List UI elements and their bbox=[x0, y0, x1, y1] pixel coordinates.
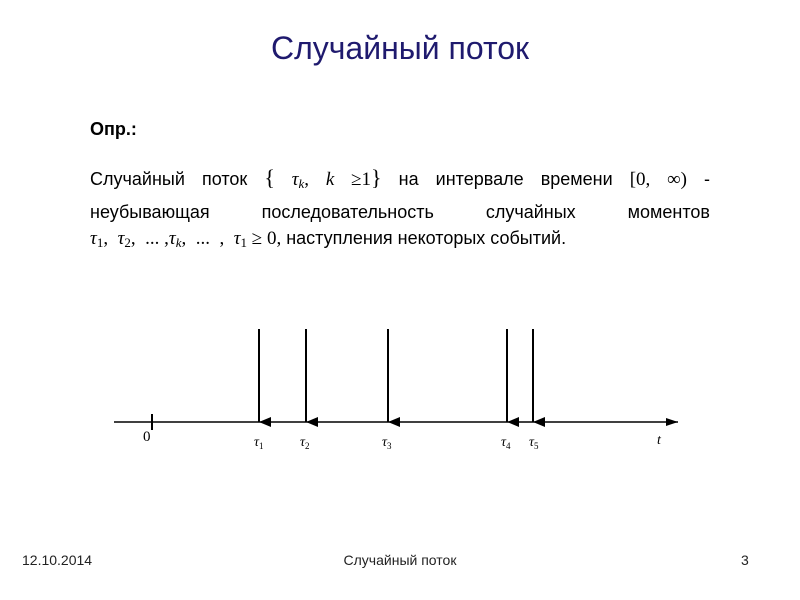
event-label-2: $\tau_2$ bbox=[300, 435, 310, 451]
moments-formula: $\tau_1$, $\tau_2$, ... $,\tau_k$, ... , $\tau_1 \ge 0$, bbox=[90, 228, 282, 250]
axis-end-label: t bbox=[657, 433, 661, 448]
word: времени bbox=[540, 169, 613, 189]
dash: - bbox=[704, 169, 711, 189]
word: на bbox=[398, 169, 419, 189]
page-number: 3 bbox=[741, 552, 749, 568]
word: случайных bbox=[485, 202, 576, 222]
definition-label: Опр.: bbox=[90, 119, 137, 139]
word: последовательность bbox=[261, 202, 434, 222]
word: неубывающая bbox=[90, 202, 210, 222]
footer-date: 12.10.2014 bbox=[22, 552, 93, 568]
event-label-4: $\tau_4$ bbox=[501, 435, 511, 451]
event-label-3: $\tau_3$ bbox=[382, 435, 392, 451]
event-label-1: $\tau_1$ bbox=[254, 435, 264, 451]
event-arrow-5 bbox=[529, 329, 539, 451]
slide-title: Случайный поток bbox=[270, 30, 530, 66]
word: моментов bbox=[627, 202, 710, 222]
word: интервале bbox=[435, 169, 524, 189]
interval-formula: [0, ∞) bbox=[629, 169, 687, 190]
word: Случайный bbox=[90, 169, 185, 189]
event-arrow-2 bbox=[300, 329, 310, 451]
event-arrow-4 bbox=[501, 329, 511, 451]
event-arrow-1 bbox=[254, 329, 264, 451]
event-arrow-3 bbox=[382, 329, 392, 451]
origin-label: 0 bbox=[143, 429, 151, 445]
word: поток bbox=[201, 169, 248, 189]
event-label-5: $\tau_5$ bbox=[529, 435, 539, 451]
event-set-formula: { $\tau_k$, k ≥1} bbox=[264, 165, 382, 191]
footer-title: Случайный поток bbox=[343, 552, 457, 568]
rest-of-sentence: наступления некоторых событий. bbox=[286, 228, 567, 248]
